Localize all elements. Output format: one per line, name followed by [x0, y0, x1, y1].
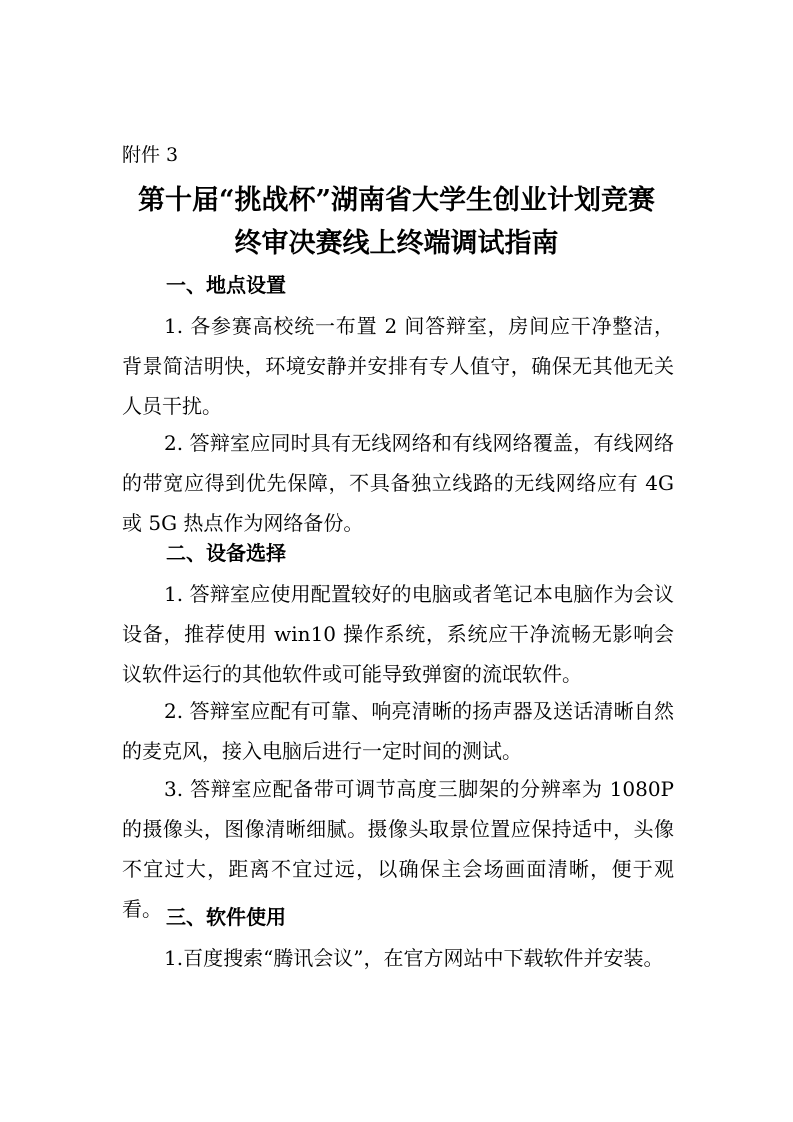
- paragraph-equipment-2: 2. 答辩室应配有可靠、响亮清晰的扬声器及送话清晰自然的麦克风，接入电脑后进行一定时间的测试。: [122, 699, 674, 763]
- document-title-line-1: 第十届“挑战杯”湖南省大学生创业计划竞赛: [137, 185, 656, 216]
- paragraph-location-1: 1. 各参赛高校统一布置 2 间答辩室，房间应干净整洁，背景简洁明快，环境安静并安排有专人值守，确保无其他无关人员干扰。: [122, 314, 674, 418]
- paragraph-location-2: 2. 答辩室应同时具有无线网络和有线网络覆盖，有线网络的带宽应得到优先保障，不具备独立线路的无线网络应有 4G 或 5G 热点作为网络备份。: [122, 431, 674, 535]
- attachment-label: 附件 3: [122, 144, 179, 166]
- section-heading-software: 三、软件使用: [166, 905, 286, 929]
- document-title-line-2: 终审决赛线上终端调试指南: [234, 228, 559, 259]
- section-heading-location: 一、地点设置: [166, 273, 286, 297]
- paragraph-equipment-1: 1. 答辩室应使用配置较好的电脑或者笔记本电脑作为会议设备，推荐使用 win10 操作系统，系统应干净流畅无影响会议软件运行的其他软件或可能导致弹窗的流氓软件。: [122, 582, 674, 686]
- paragraph-software-1: 1.百度搜索“腾讯会议”，在官方网站中下载软件并安装。: [164, 946, 664, 970]
- paragraph-equipment-3: 3. 答辩室应配备带可调节高度三脚架的分辨率为 1080P 的摄像头，图像清晰细腻。摄像头取景位置应保持适中，头像不宜过大，距离不宜过远，以确保主会场画面清晰，便于观看。: [122, 777, 674, 921]
- section-heading-equipment: 二、设备选择: [166, 541, 286, 565]
